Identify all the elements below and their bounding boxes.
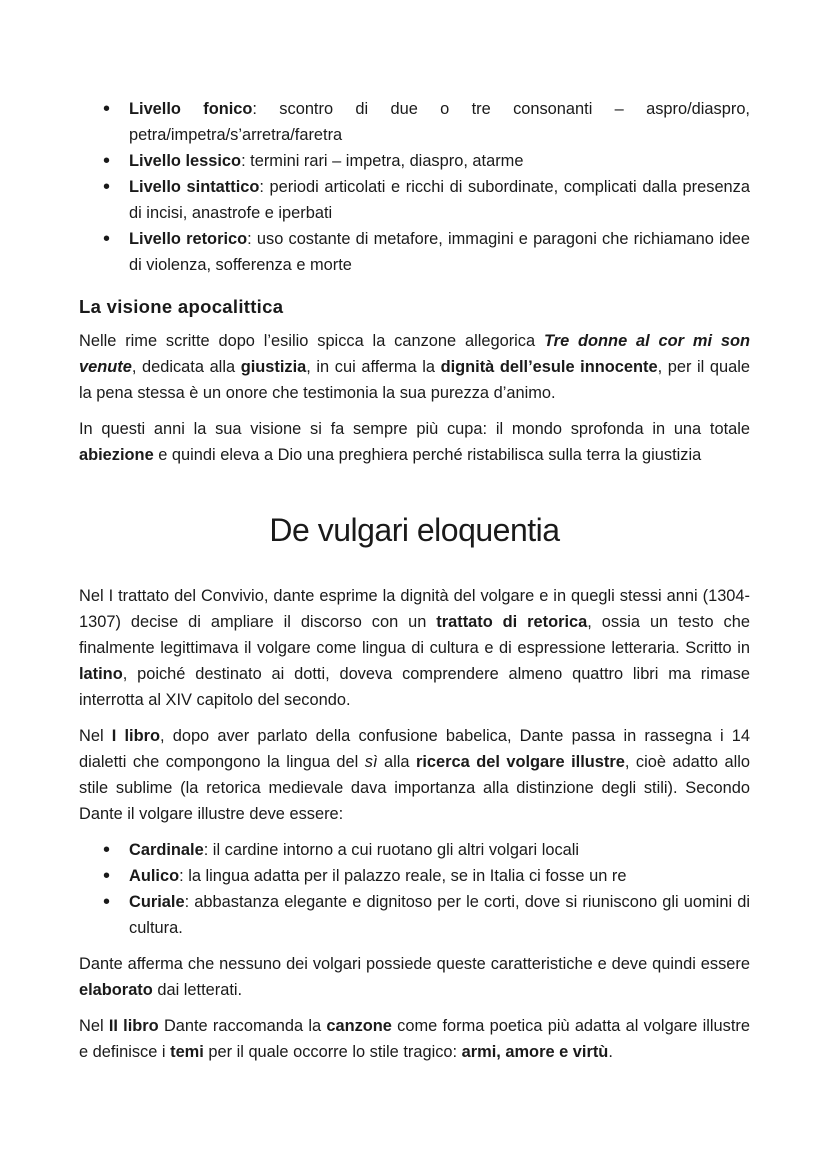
paragraph-dve-4: Nel II libro Dante raccomanda la canzone come forma poetica più adatta al volgare illustre e definisce i temi per il quale occorre lo stile tragico: armi, amore e virtù. [79,1017,750,1061]
style-levels-list [79,96,750,278]
list-item: • Cardinale: il cardine intorno a cui ruotano gli altri volgari locali [79,837,750,863]
paragraph-dve-2: Nel I libro, dopo aver parlato della confusione babelica, Dante passa in rassegna i 14 dialetti che compongono la lingua del sì alla ricerca del volgare illustre, cioè adatto allo stile sublime (la retorica medievale dava importanza alla distinzione degli stili). Secondo Dante il volgare illustre deve essere: [79,727,751,823]
document-page [79,96,750,1075]
list-item: • Livello lessico: termini rari – impetra, diaspro, atarme [79,148,750,174]
list-item: • Livello retorico: uso costante di metafore, immagini e paragoni che richiamano idee di violenza, sofferenza e morte [79,226,750,278]
paragraph-dve-1: Nel I trattato del Convivio, dante esprime la dignità del volgare e in quegli stessi anni (1304-1307) decise di ampliare il discorso con un trattato di retorica, ossia un testo che finalmente legittimava il volgare come lingua di cultura e di espressione letteraria. Scritto in latino, poiché destinato ai dotti, doveva comprendere almeno quattro libri ma rimase interrotta al XIV capitolo del secondo. [79,587,750,709]
illustre-qualities-list [79,837,750,941]
list-item: • Livello sintattico: periodi articolati e ricchi di subordinate, complicati dalla presenza di incisi, anastrofe e iperbati [79,174,750,226]
list-item: • Aulico: la lingua adatta per il palazzo reale, se in Italia ci fosse un re [79,863,750,889]
page-title: De vulgari eloquentia [269,512,560,548]
paragraph-visione-2: In questi anni la sua visione si fa sempre più cupa: il mondo sprofonda in una totale abiezione e quindi eleva a Dio una preghiera perché ristabilisca sulla terra la giustizia [79,420,750,464]
section-heading-visione: La visione apocalittica [79,296,284,317]
paragraph-visione-1: Nelle rime scritte dopo l’esilio spicca la canzone allegorica Tre donne al cor mi son venute, dedicata alla giustizia, in cui afferma la dignità dell’esule innocente, per il quale la pena stessa è un onore che testimonia la sua purezza d’animo. [79,332,751,402]
list-item: • Livello fonico: scontro di due o tre consonanti – aspro/diaspro, petra/impetra/s’arretra/faretra [79,96,750,148]
paragraph-dve-3: Dante afferma che nessuno dei volgari possiede queste caratteristiche e deve quindi essere elaborato dai letterati. [79,955,750,999]
list-item: • Curiale: abbastanza elegante e dignitoso per le corti, dove si riuniscono gli uomini di cultura. [79,889,750,941]
